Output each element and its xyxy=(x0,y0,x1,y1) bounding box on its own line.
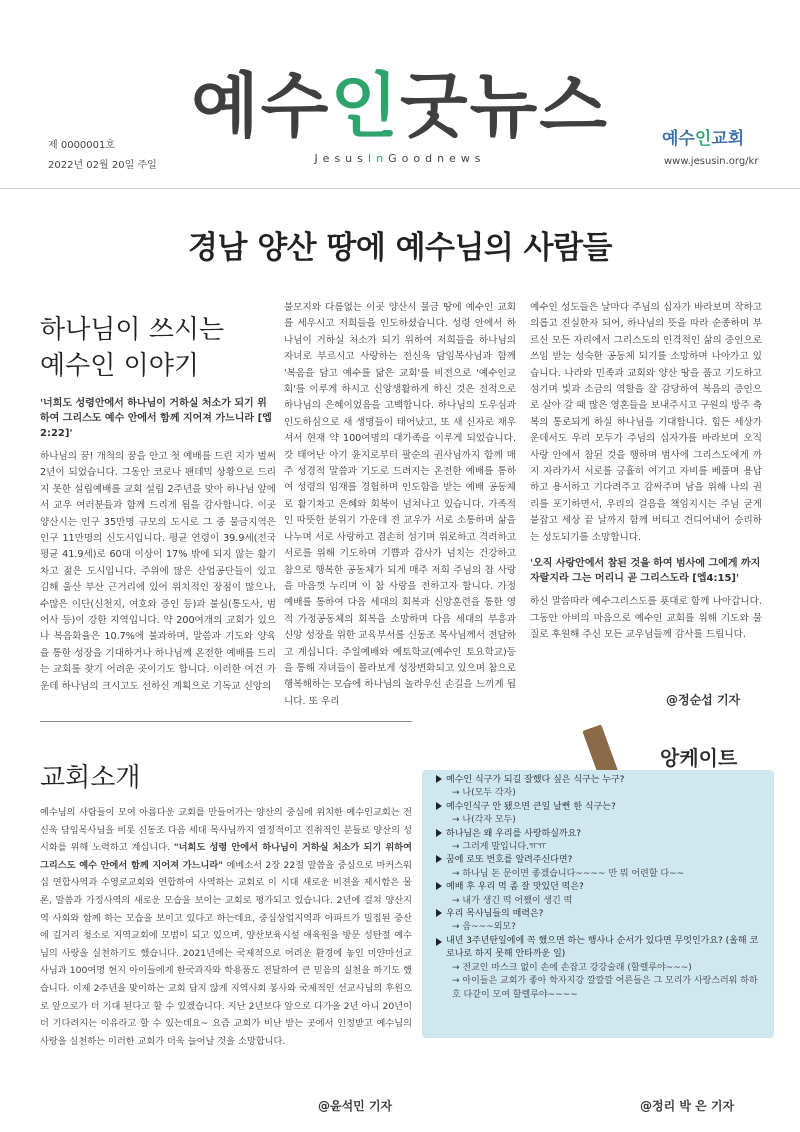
survey-answer: → 하나님 돈 문이면 좋겠습니다~~~~ 만 뭐 어련할 다~~ xyxy=(452,868,685,879)
intro-byline: @윤석민 기자 xyxy=(318,1099,393,1113)
triangle-bullet-icon xyxy=(436,909,442,917)
survey-item xyxy=(436,774,766,801)
triangle-bullet-icon xyxy=(436,938,442,946)
masthead-divider xyxy=(0,188,800,189)
triangle-bullet-icon xyxy=(436,882,442,890)
intro-title: 교회소개 xyxy=(40,763,141,793)
story-body-col1: 하나님의 꿈! 개척의 꿈을 안고 첫 예배를 드린 지가 벌써 2년이 되었습니다. 그동안 코로나 팬데믹 상황으로 드리지 못한 설립예배를 교회 설립 2주년을 맞아 하나님 앞에서 교우 여러분들과 함께 드리게 됨을 감사합니다. 이곳 양산시는 인구 35만명 규모의 도시로 그 중 물금지역은 인구 11만명의 신도시입니다. 평균 연령이 39.9세(전국평균 41.9세)로 60대 이상이 17% 밖에 되지 않는 활기차고 젊은 도시입니다. 주위에 많은 산업공단들이 있고 김해 울산 부산 근거리에 있어 위치적인 장점이 많으나, 수많은 이단(신천지, 여호와 증인 등)과 불심(통도사, 범어사 등)이 강한 지역입니다. 약 200여개의 교회가 있으나 복음화율은 10.7%에 불과하며, 말씀과 기도와 양육을 통한 성장을 기대하거나 하나님께 온전한 예배를 드리는 교회를 찾기 어려운 곳이기도 합니다. 이러한 여건 가운데 하나님의 크시고도 선하신 계획으로 기독교 신앙의 xyxy=(40,451,276,692)
survey-question: 꿈에 로또 번호를 알려주신다면? xyxy=(446,855,573,866)
tagline-part-accent: In xyxy=(367,152,389,165)
story-byline: @정순섭 기자 xyxy=(666,693,741,707)
survey-question: 내년 3주년탄일에에 꼭 했으면 하는 행사나 순서가 있다면 무엇인가요? (올해 코로나로 하지 못해 안타까운 일) xyxy=(446,935,759,960)
church-intro xyxy=(40,760,412,1050)
tagline-part: Jesus xyxy=(314,152,368,165)
story-title-line1: 하나님이 쓰시는 xyxy=(40,315,225,345)
survey-item xyxy=(436,935,766,1002)
story-body-col2: 불모지와 다름없는 이곳 양산시 물금 땅에 예수인 교회를 세우시고 저희들을 인도하셨습니다. 성령 안에서 하나님이 거하실 처소가 되기 위하여 저희들을 하나님의 자녀로 부르시고 사랑하는 전신욱 담임목사님과 함께 '복음을 담고 예수를 닮은 교회'를 비전으로 '예수인교회'를 이루게 하시고 신앙생활하게 하신 것은 전적으로 하나님의 은혜이었음을 고백합니다. 하나님의 도우심과 인도하심으로 새 생명들이 태어났고, 또 새 신자로 채우셔서 현재 약 100여명의 대가족을 이루게 되었습니다. 갓 태어난 아기 윤지로부터 팔순의 권사님까지 함께 매주 성경적 말씀과 기도로 드려지는 온전한 예배를 통하여 성령의 임재를 경험하며 인도함을 받는 예배 공동체로 활기차고 은혜와 회복이 넘쳐나고 있습니다. 가족적인 따뜻한 분위기 가운데 전 교우가 서로 소통하며 삶을 나누며 서로 사랑하고 겸손히 섬기며 위로하고 격려하고 서로를 위해 기도하며 기쁨과 감사가 넘치는 건강하고 참으로 행복한 공동체가 되게 매주 저희 주님의 참 사랑을 마음껏 누리며 이 참 사랑을 전하고자 합니다. 가정 예배를 통하여 다음 세대의 회복과 신앙훈련을 통한 영적 가정공동체의 회복을 소망하며 다음 세대의 부흥과 신앙 성장을 위한 교육부서를 신동조 목사님께서 전담하고 계십니다. 주일예배와 예토학교(예수인 토요학교)등을 통해 자녀들이 몰라보게 성장변화되고 있으며 참으로 행복해하는 모습에 하나님의 놀라우신 손길을 느끼게 됩니다. 또 우리 xyxy=(284,302,516,707)
church-logo-part: 교회 xyxy=(711,129,745,149)
tagline-part: Goodnews xyxy=(388,152,486,165)
survey-item xyxy=(436,828,766,855)
intro-body xyxy=(40,804,412,1050)
survey-answer: → 아이들은 교회가 좋아 학자지강 깔깔깔 어른들은 그 모리가 사랑스러워 하하호 다같이 모여 할렐루야~~~~ xyxy=(452,976,758,1000)
survey-answer: → 나(각자 모두) xyxy=(452,815,516,826)
church-logo-accent: 인 xyxy=(694,129,712,149)
story-verse-2: '오직 사랑안에서 참된 것을 하여 범사에 그에게 까지 자랄지라 그는 머리니 곧 그리스도라 [엡4:15]' xyxy=(530,558,761,585)
survey-item xyxy=(436,908,766,935)
story-title-line2: 예수인 이야기 xyxy=(40,351,199,381)
survey-answer: → 나(모두 각자) xyxy=(452,788,516,799)
church-logo-part: 예수 xyxy=(662,129,695,149)
story-verse-1: '너희도 성령안에서 하나님이 거하실 처소가 되기 위하여 그리스도 예수 안에서 함께 지어져 가느니라 [엡2:22]' xyxy=(40,398,272,439)
survey-answer: → 전교인 마스크 없이 손에 손잡고 강강술래 (할렐루야~~~) xyxy=(452,962,692,973)
survey-answer: → 그러게 말입니다.ㅠㅠ xyxy=(452,842,547,853)
story-body-col3: 예수인 성도들은 날마다 주님의 십자가 바라보며 작하고 의롭고 진실한자 되어, 하나님의 뜻을 따라 순종하며 부르신 모든 자리에서 그리스도의 인격적인 삶의 증인으로 쓰임 받는 성숙한 공동체 되기를 소망하며 나아가고 있습니다. 나라와 민족과 교회와 양산 땅을 품고 기도하고 섬기며 빛과 소금의 역할을 잘 감당하여 복음의 증인으로 살아 갈 때 많은 영혼들을 보내주시고 구원의 방주 축복의 통로되게 하실 하나님을 기대합니다. 힘든 세상가운데서도 우리 모두가 주님의 십자가를 바라보며 오직 사랑 안에서 참된 것을 행하며 범사에 그리스도에게 까지 자라가서 서로를 긍휼히 여기고 자비를 베풀며 용납하고 용서하고 기다려주고 감싸주며 남을 위해 나의 권리를 포기하면서, 우리의 걸음을 책임지시는 주님 굳게 붙잡고 세상 끝 날까지 함께 버티고 견디어내어 승리하는 성도되기를 소망합니다. xyxy=(530,302,762,543)
story-body-col3-tail: 하신 말씀따라 예수그리스도를 푯대로 함께 나아갑니다. 그동안 아비의 마음으로 예수인 교회를 위해 기도와 물질로 후원해 주신 모든 교우님들께 감사를 드립니다. xyxy=(530,596,762,640)
survey-answer: → 내가 생긴 떡 어쨌이 생긴 떡 xyxy=(452,895,573,906)
survey-question: 예배 후 우리 먹 좀 잘 맛있던 떡은? xyxy=(446,882,584,893)
triangle-bullet-icon xyxy=(436,829,442,837)
survey-question: 우리 목사님들의 매력은? xyxy=(446,909,544,920)
church-logo xyxy=(662,124,744,149)
survey-question: 예수인 식구가 되길 잘했다 싶은 식구는 누구? xyxy=(446,775,625,785)
triangle-bullet-icon xyxy=(436,775,442,783)
intro-verse: "너희도 성령 안에서 하나님이 거하실 처소가 되기 위하여 그리스도 예수 안에서 함께 지어져 가느니라" xyxy=(40,842,413,871)
intro-para-2: 에베소서 2장 22절 말씀을 중심으로 마커스워십 연합사역과 수영로교회와 연합하여 사역하는 교회로 이 시대 새로운 비젼을 제시함은 물론, 말씀과 가정사역의 새로운 모습을 보이는 교회로 평가되고 있습니다. 2년에 걸쳐 양산지역 사회와 함께 하는 모습을 보이고 있다고 하는데요, 중심상업지역과 아파트가 밀집된 중산에 길거리 청소로 지역교회에 모범이 되고 있으며, 양산보육시설 애육원을 방문 성탄절 예수님의 사랑을 실천하기도 했습니다. 2021년에는 국제적으로 어려운 환경에 놓인 미얀마선교사님과 100여명 현지 아이들에게 한국과자와 학용품도 전달하여 큰 믿음의 실천을 하기도 했습니다. 이제 2주년을 맞이하는 교회 답지 않게 지역사회 봉사와 국제적인 선교사님의 후원으로 앞으로가 더 기대 된다고 할 수 있겠습니다. 지난 2년보다 앞으로 다가올 2년 아니 20년이 더 기다려지는 이유라고 할 수 있는데요~ 요즘 교회가 비난 받는 곳에서 인정받고 예수님의 사랑을 실천하는 이러한 교회가 더욱 늘어날 것을 소망합니다. xyxy=(40,859,412,1047)
survey-list xyxy=(436,774,766,1002)
intro-para-1: 예수님의 사람들이 모여 아름다운 교회를 만들어가는 양산의 중심에 위치한 예수인교회는 전신욱 담임목사님을 비롯 신동조 다음 세대 목사님까지 열정적이고 진취적인 분들로 양산의 성시화를 위해 노력하고 계십니다. xyxy=(40,807,412,854)
issue-date: 2022년 02월 20일 주일 xyxy=(48,160,157,171)
triangle-bullet-icon xyxy=(436,802,442,810)
survey-question: 예수인식구 안 됐으면 큰일 날뻔 한 식구는? xyxy=(446,801,616,812)
survey-byline: @정리 박 은 기자 xyxy=(640,1099,735,1113)
survey-item xyxy=(436,801,766,828)
logo-part: 굿뉴스 xyxy=(400,65,609,147)
logo-part: 예수 xyxy=(191,65,331,147)
issue-number: 제 0000001호 xyxy=(48,140,116,151)
survey-title: 앙케이트 xyxy=(660,746,738,770)
survey-item xyxy=(436,881,766,908)
section-divider xyxy=(40,721,412,722)
survey-question: 하나님은 왜 우리를 사랑하실까요? xyxy=(446,828,582,839)
story-column-3 xyxy=(530,300,762,643)
story-column-1 xyxy=(40,312,276,695)
survey-item xyxy=(436,854,766,881)
survey-answer: → 음~~~외모? xyxy=(452,922,516,933)
logo-part-accent: 인 xyxy=(330,65,400,147)
church-url: www.jesusin.org/kr xyxy=(664,156,759,167)
page-headline: 경남 양산 땅에 예수님의 사람들 xyxy=(188,230,612,266)
triangle-bullet-icon xyxy=(436,855,442,863)
